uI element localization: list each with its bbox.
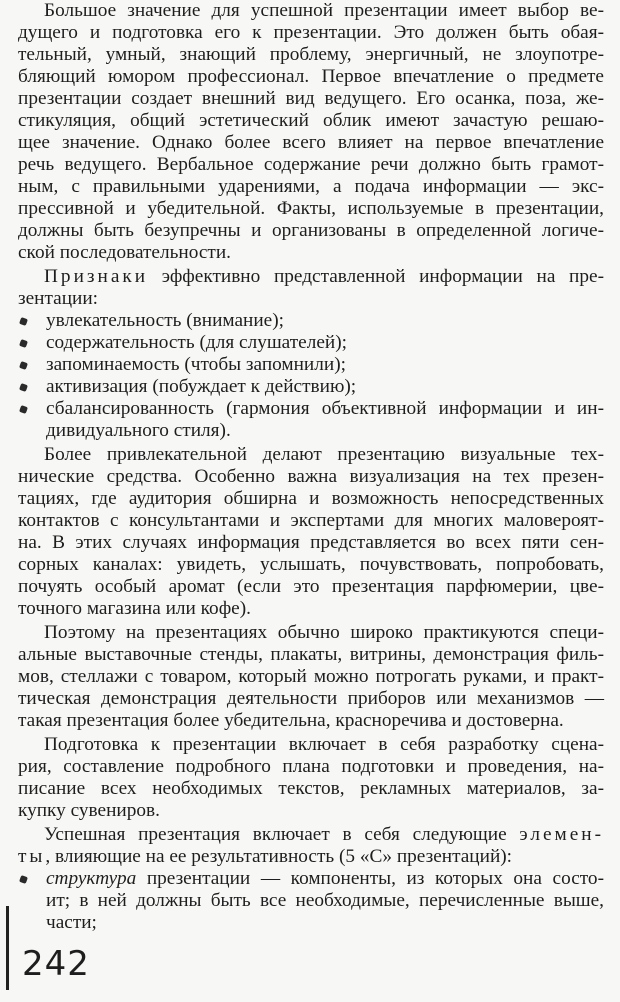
page-number: 242 [22, 944, 90, 984]
text-line: сорных каналах: увидеть, услышать, почувствовать, попробовать, [18, 554, 604, 575]
text-line: зентации: [18, 288, 99, 309]
bullet-icon [19, 361, 28, 370]
spaced-term: элемен- [519, 824, 604, 845]
list-item-text: запоминаемость (чтобы запомнили); [46, 354, 346, 375]
text-line: на. В этих случаях информация представляется во всех пяти сен- [18, 532, 604, 553]
bullet-icon [19, 405, 28, 414]
text-run: Успешная презентация включает в себя следующие [44, 824, 520, 845]
text-line: Более привлекательной делают презентацию визуальные тех- [44, 444, 604, 465]
bullet-icon [19, 317, 28, 326]
list-item-text: активизация (побуждает к действию); [46, 376, 357, 397]
spaced-term: ты [18, 846, 46, 867]
text-line: дущего и подготовка его к презентации. Это должен быть обая- [18, 22, 604, 43]
text-line: точного магазина или кофе). [18, 598, 251, 619]
italic-term: структура [46, 868, 137, 889]
list-item-continuation: ит; в ней должны быть все необходимые, перечисленные выше, [46, 890, 604, 911]
text-line: Большое значение для успешной презентации имеет выбор ве- [44, 0, 604, 21]
text-line: прессивной и убедительной. Факты, используемые в презентации, [18, 198, 604, 219]
text-line: нические средства. Особенно важна визуализация на тех презен- [18, 466, 604, 487]
list-item-continuation: дивидуального стиля). [46, 420, 231, 441]
spaced-term: Признаки [44, 266, 149, 287]
list-item-text: содержательность (для слушателей); [46, 332, 347, 353]
text-line [18, 824, 604, 846]
list-item [18, 398, 604, 420]
list-item-text: презентации — компоненты, из которых она состо- [136, 868, 604, 889]
list-item [18, 332, 604, 354]
text-line: ской последовательности. [18, 242, 231, 263]
list-item [18, 310, 604, 332]
text-line: мов, стеллажи с товаром, который можно потрогать руками, и практ- [18, 666, 604, 687]
text-run: , влияющие на ее результативность (5 «С» презентаций): [45, 846, 513, 867]
list-item [18, 868, 604, 890]
bullet-icon [19, 875, 28, 884]
list-item-text: увлекательность (внимание); [46, 310, 285, 331]
list-item-text: сбалансированность (гармония объективной информации и ин- [46, 398, 604, 419]
text-line: тациях, где аудитория обширна и возможность непосредственных [18, 488, 604, 509]
bullet-icon [19, 383, 28, 392]
text-line: должны быть безупречны и организованы в определенной логиче- [18, 220, 604, 241]
list-item-continuation: части; [46, 912, 97, 933]
bullet-icon [19, 339, 28, 348]
text-line: Подготовка к презентации включает в себя разработку сцена- [44, 734, 604, 755]
text-line: тическая демонстрация деятельности приборов или механизмов — [18, 688, 604, 709]
list-item [18, 354, 604, 376]
margin-rule [6, 906, 9, 990]
text-line: купку сувениров. [18, 800, 160, 821]
text-line: рия, составление подробного плана подготовки и проведения, на- [18, 756, 604, 777]
text-line: почуять особый аромат (если это презентация парфюмерии, цве- [18, 576, 604, 597]
text-line: презентации создает внешний вид ведущего. Его осанка, поза, же- [18, 88, 604, 109]
text-line [18, 266, 604, 288]
text-line [18, 846, 604, 868]
text-line: щее значение. Однако более всего влияет на первое впечатление [18, 132, 604, 153]
text-line: тельный, умный, знающий проблему, энергичный, не злоупотре- [18, 44, 604, 65]
list-item [18, 376, 604, 398]
text-line: писание всех необходимых текстов, рекламных материалов, за- [18, 778, 604, 799]
text-line: речь ведущего. Вербальное содержание речи должно быть грамот- [18, 154, 604, 175]
text-line: такая презентация более убедительна, красноречива и достоверна. [18, 710, 564, 731]
text-run: эффективно представленной информации на пре- [148, 266, 604, 287]
text-line: бляющий юмором профессионал. Первое впечатление о предмете [18, 66, 604, 87]
text-line: Поэтому на презентациях обычно широко практикуются специ- [44, 622, 604, 643]
text-line: ным, с правильными ударениями, а подача информации — экс- [18, 176, 604, 197]
text-line: стикуляция, общий эстетический облик имеют зачастую решаю- [18, 110, 604, 131]
text-line: альные выставочные стенды, плакаты, витрины, демонстрация филь- [18, 644, 604, 665]
text-line: контактов с консультантами и экспертами для многих маловероят- [18, 510, 604, 531]
